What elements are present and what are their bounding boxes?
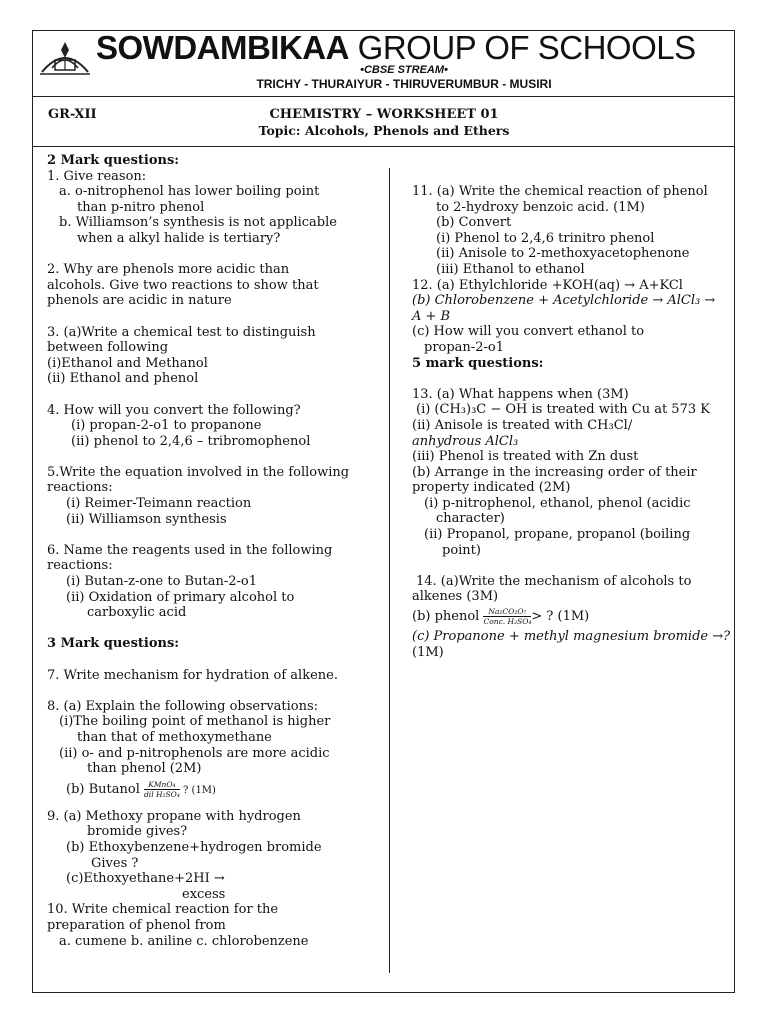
question-line: when a alkyl halide is tertiary?: [77, 230, 281, 246]
question-line: 10. Write chemical reaction for the: [47, 902, 279, 918]
question-line: (b) Chlorobenzene + Acetylchloride → AlCl₃ →: [412, 293, 716, 309]
question-line: between following: [47, 340, 169, 356]
question-line: a. cumene b. aniline c. chlorobenzene: [59, 933, 309, 949]
question-line: than that of methoxymethane: [77, 729, 272, 745]
question-line: 2. Why are phenols more acidic than: [47, 262, 290, 278]
question-line: (b) phenol $\frac{\text{Na₂CO₂O₇}}{\text{Conc. H₂SO₄}}$ > ? (1M): [412, 607, 590, 627]
question-line: (ii) phenol to 2,4,6 – tribromophenol: [71, 433, 311, 449]
question-line: 9. (a) Methoxy propane with hydrogen: [47, 808, 301, 824]
question-line: (c) How will you convert ethanol to: [412, 324, 645, 340]
question-line: 12. (a) Ethylchloride +KOH(aq) → A+KCl: [412, 277, 683, 293]
question-line: (1M): [412, 644, 444, 660]
question-line: preparation of phenol from: [47, 917, 226, 933]
reaction-arrow: $\frac{\text{KMnO₄}}{\text{dil H₂SO₄}}$: [144, 779, 180, 799]
reaction-arrow: $\frac{\text{Na₂CO₂O₇}}{\text{Conc. H₂SO₄}}$: [483, 607, 532, 627]
worksheet-title: CHEMISTRY – WORKSHEET 01: [269, 107, 499, 122]
question-line: 11. (a) Write the chemical reaction of phenol: [412, 184, 708, 199]
right-column: [412, 184, 730, 660]
question-line: than p-nitro phenol: [77, 199, 205, 215]
question-line: A + B: [412, 308, 451, 324]
section-heading: 3 Mark questions:: [47, 636, 180, 652]
question-line: (i) Reimer-Teimann reaction: [66, 496, 252, 512]
question-line: (ii) Anisole is treated with CH₃Cl/: [412, 417, 633, 433]
question-line: b. Williamson’s synthesis is not applicable: [59, 215, 337, 231]
branch-list: TRICHY - THURAIYUR - THIRUVERUMBUR - MUSIRI: [256, 77, 552, 91]
header-divider: [33, 96, 734, 97]
question-line: reactions:: [47, 480, 113, 496]
question-line: reactions:: [47, 558, 113, 574]
title-divider: [33, 146, 734, 147]
question-line: point): [442, 542, 481, 558]
question-line: excess: [182, 886, 226, 902]
question-line: (ii) Propanol, propane, propanol (boiling: [424, 527, 691, 543]
question-line: 4. How will you convert the following?: [47, 402, 301, 418]
question-line: (i) Phenol to 2,4,6 trinitro phenol: [436, 230, 655, 246]
question-line: character): [436, 511, 505, 527]
question-line: (i) Butan-z-one to Butan-2-o1: [66, 574, 257, 590]
question-line: (b) Convert: [436, 215, 512, 231]
question-line: (ii) Ethanol and phenol: [47, 371, 199, 387]
question-line: a. o-nitrophenol has lower boiling point: [59, 184, 320, 200]
question-line: alcohols. Give two reactions to show that: [47, 277, 319, 293]
question-line: (c)Ethoxyethane+2HI →: [66, 871, 225, 887]
question-line: Gives ?: [91, 855, 139, 871]
question-line: (i) p-nitrophenol, ethanol, phenol (acidic: [424, 495, 691, 511]
question-line: (iii) Ethanol to ethanol: [436, 261, 585, 277]
question-line: (i)The boiling point of methanol is higher: [59, 714, 331, 730]
question-line: carboxylic acid: [87, 605, 187, 621]
question-line: 5.Write the equation involved in the following: [47, 464, 350, 480]
question-line: 8. (a) Explain the following observations:: [47, 698, 319, 714]
section-heading: 2 Mark questions:: [47, 153, 180, 168]
question-line: (i) (CH₃)₃C − OH is treated with Cu at 573 K: [416, 402, 710, 418]
question-line: (b) Arrange in the increasing order of their: [412, 464, 697, 480]
question-line: bromide gives?: [87, 824, 188, 840]
question-line: 7. Write mechanism for hydration of alkene.: [47, 667, 338, 683]
question-line: 13. (a) What happens when (3M): [412, 386, 629, 402]
question-line: than phenol (2M): [87, 761, 202, 777]
question-line: (b) Ethoxybenzene+hydrogen bromide: [66, 839, 322, 855]
question-line: (i)Ethanol and Methanol: [47, 355, 208, 371]
question-line: (ii) o- and p-nitrophenols are more acidic: [59, 745, 330, 761]
stream-label: •CBSE STREAM•: [360, 64, 448, 76]
column-divider: [389, 168, 390, 973]
question-line: 3. (a)Write a chemical test to distinguish: [47, 324, 316, 340]
question-line: (iii) Phenol is treated with Zn dust: [412, 449, 639, 465]
question-line: (ii) Anisole to 2-methoxyacetophenone: [436, 246, 690, 262]
question-line: (b) Butanol $\frac{\text{KMnO₄}}{\text{dil H₂SO₄}}$ ? (1M): [66, 779, 216, 799]
question-line: phenols are acidic in nature: [47, 293, 232, 309]
question-line: 1. Give reason:: [47, 168, 147, 184]
question-line: (c) Propanone + methyl magnesium bromide →?: [412, 629, 731, 645]
question-line: property indicated (2M): [412, 480, 571, 496]
section-heading: 5 mark questions:: [412, 355, 544, 371]
left-column: [47, 153, 349, 949]
school-name: SOWDAMBIKAA GROUP OF SCHOOLS: [96, 29, 696, 66]
question-line: propan-2-o1: [424, 339, 504, 355]
question-line: anhydrous AlCl₃: [412, 433, 519, 449]
question-line: 6. Name the reagents used in the following: [47, 542, 333, 558]
grade-label: GR-XII: [48, 107, 97, 122]
question-line: 14. (a)Write the mechanism of alcohols to: [416, 573, 692, 589]
question-line: (ii) Williamson synthesis: [66, 511, 227, 527]
question-line: alkenes (3M): [412, 589, 499, 605]
worksheet-topic: Topic: Alcohols, Phenols and Ethers: [258, 123, 510, 138]
question-line: (i) propan-2-o1 to propanone: [71, 418, 262, 434]
question-line: (ii) Oxidation of primary alcohol to: [66, 589, 295, 605]
question-line: to 2-hydroxy benzoic acid. (1M): [436, 199, 645, 215]
